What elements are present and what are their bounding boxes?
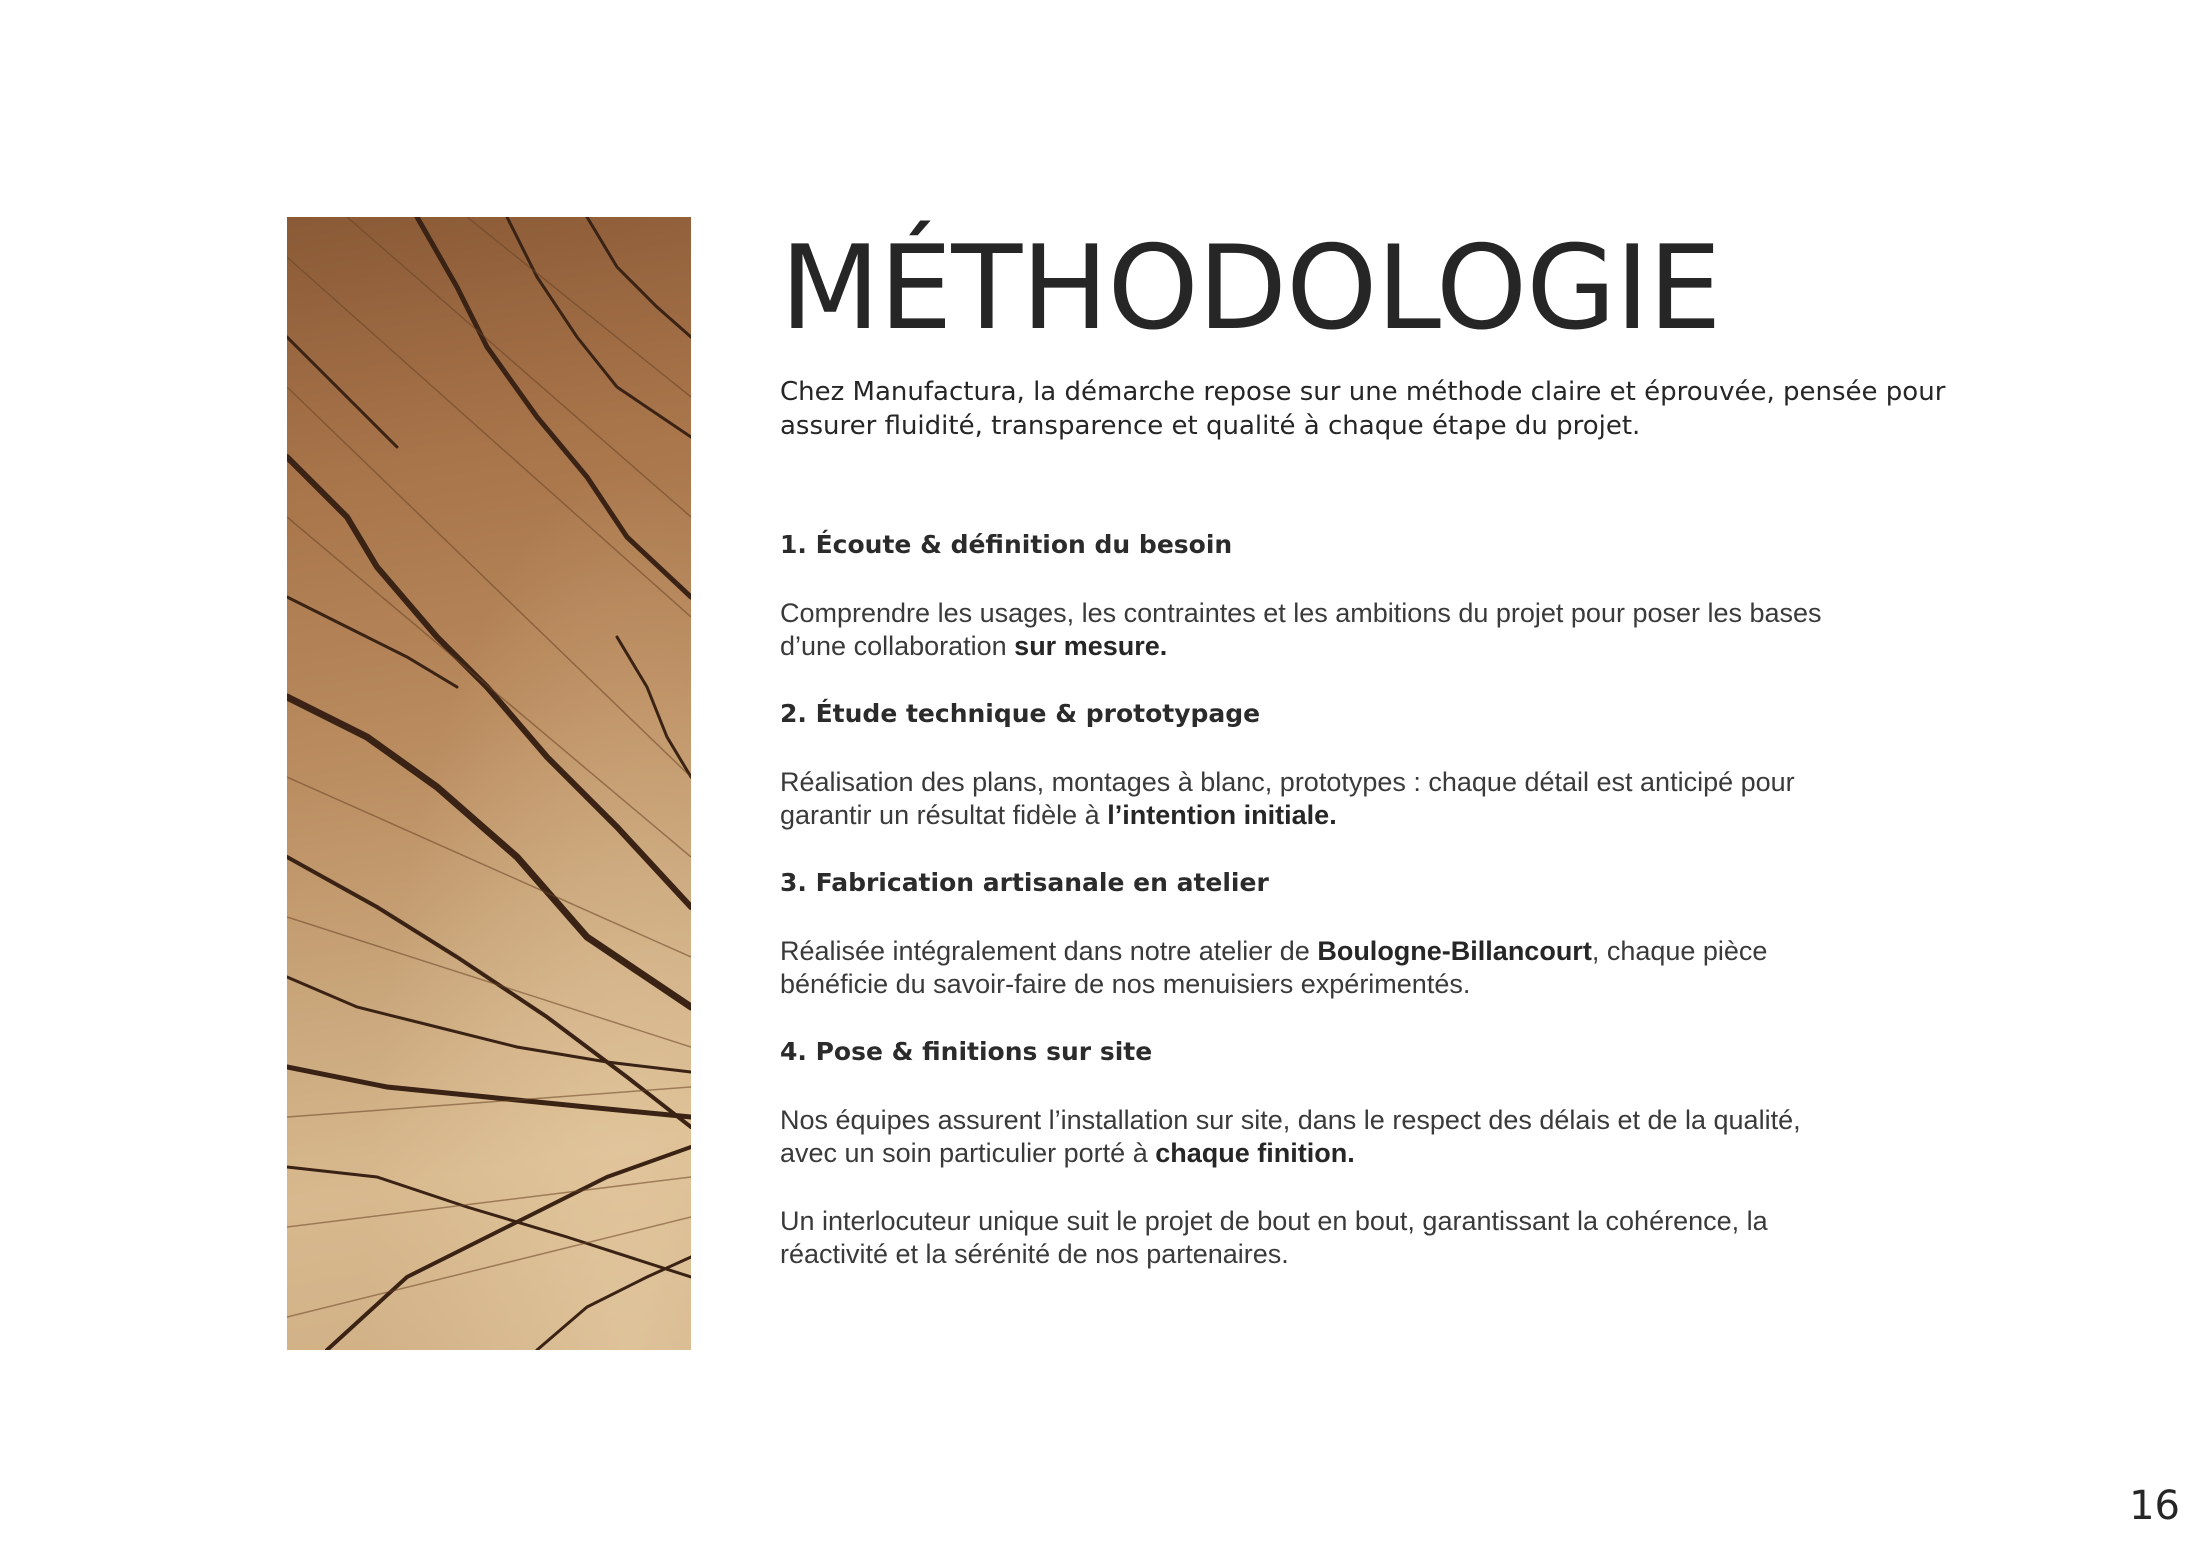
step-text: Nos équipes assurent l’installation sur site, dans le respect des délais et de la qualité, avec un soin particulier porté à: [780, 1104, 1801, 1168]
step-text: , chaque pièce bénéficie du savoir-faire de nos menuisiers expérimentés.: [780, 935, 1768, 999]
step-item: [780, 1036, 2080, 1170]
step-emphasis: chaque finition.: [1155, 1137, 1355, 1168]
step-title: 2. Étude technique & prototypage: [780, 698, 1261, 728]
step-item: [780, 698, 2080, 832]
step-title: 1. Écoute & définition du besoin: [780, 529, 1233, 559]
step-text: Réalisation des plans, montages à blanc, prototypes : chaque détail est anticipé pour garantir un résultat fidèle à: [780, 766, 1795, 830]
step-text: Réalisée intégralement dans notre atelier de: [780, 935, 1318, 966]
methodology-section: [780, 221, 2080, 1271]
step-text: Comprendre les usages, les contraintes et les ambitions du projet pour poser les bases d’une collaboration: [780, 597, 1822, 661]
wood-texture: [287, 217, 691, 1350]
step-title: 3. Fabrication artisanale en atelier: [780, 867, 1269, 897]
step-description: [780, 935, 1840, 1001]
step-title: 4. Pose & finitions sur site: [780, 1036, 1153, 1066]
wood-cross-section-image: [287, 217, 691, 1350]
step-emphasis: sur mesure.: [1014, 630, 1168, 661]
intro-paragraph: Chez Manufactura, la démarche repose sur une méthode claire et éprouvée, pensée pour assurer fluidité, transparence et qualité à chaque étape du projet.: [780, 376, 1946, 441]
step-description: [780, 766, 1840, 832]
step-description: [780, 1104, 1840, 1170]
step-emphasis: Boulogne-Billancourt: [1317, 935, 1592, 966]
page-title: MÉTHODOLOGIE: [780, 221, 1721, 356]
step-description: [780, 597, 1840, 663]
closing-paragraph: Un interlocuteur unique suit le projet de bout en bout, garantissant la cohérence, la réactivité et la sérénité de nos partenaires.: [780, 1205, 1768, 1269]
page-number: 16: [2129, 1483, 2180, 1529]
step-item: [780, 529, 2080, 663]
step-emphasis: l’intention initiale.: [1107, 799, 1337, 830]
step-item: [780, 867, 2080, 1001]
steps-list: [780, 529, 2080, 1170]
